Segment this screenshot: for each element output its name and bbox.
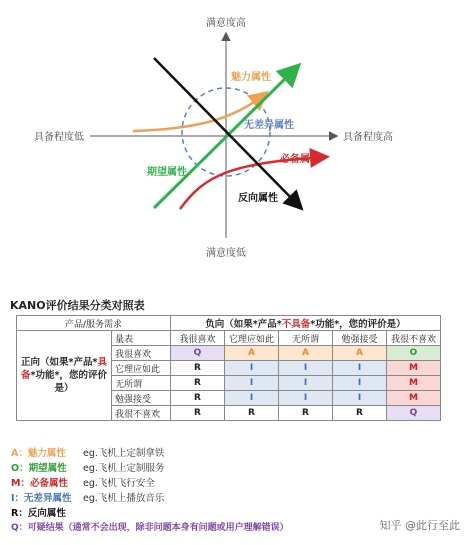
column-header: 我很喜欢 [171, 331, 225, 346]
reverse-label: 反向属性 [238, 193, 278, 204]
table-cell: M [387, 391, 441, 406]
legend-item-attractive: A：魅力属性 eg.飞机上定制拿铁 [11, 448, 165, 459]
table-corner: 产品/服务需求 [17, 316, 171, 331]
row-label: 无所谓 [112, 376, 171, 391]
negative-question-header: 负向（如果*产品*不具备*功能*，您的评价是） [171, 316, 441, 331]
indifferent-label: 无差异属性 [244, 120, 294, 131]
table-cell: M [387, 361, 441, 376]
table-cell: O [387, 346, 441, 361]
table-cell: R [171, 391, 225, 406]
one-dimensional-label: 期望属性 [147, 167, 187, 178]
axis-left-label: 具备程度低 [34, 132, 84, 143]
positive-question-header: 正向（如果*产品*具备*功能*，您的评价是） [17, 331, 112, 421]
attractive-label: 魅力属性 [231, 72, 271, 83]
legend-item-one-dimensional: O：期望属性 eg.飞机上定制服务 [11, 463, 165, 474]
table-cell: R [279, 406, 333, 421]
column-header: 我很不喜欢 [387, 331, 441, 346]
row-label: 它理应如此 [112, 361, 171, 376]
must-be-label: 必备属性 [280, 154, 320, 165]
row-label: 勉强接受 [112, 391, 171, 406]
table-cell: I [279, 361, 333, 376]
axis-right-label: 具备程度高 [343, 132, 393, 143]
table-cell: I [225, 361, 279, 376]
table-cell: A [333, 346, 387, 361]
legend-item-indifferent: I：无差异属性 eg.飞机上播放音乐 [11, 493, 165, 504]
scale-label: 量表 [112, 331, 171, 346]
table-cell: I [279, 376, 333, 391]
column-header: 勉强接受 [333, 331, 387, 346]
table-cell: A [225, 346, 279, 361]
row-label: 我很喜欢 [112, 346, 171, 361]
legend-item-questionable: Q：可疑结果（通常不会出现，除非问题本身有问题或用户理解错误） [11, 523, 289, 533]
table-cell: R [171, 406, 225, 421]
table-title: KANO评价结果分类对照表 [10, 299, 145, 312]
table-cell: I [225, 391, 279, 406]
axis-top-label: 满意度高 [206, 18, 246, 29]
column-header: 它理应如此 [225, 331, 279, 346]
legend-item-must-be: M：必备属性 eg.飞机飞行安全 [11, 478, 155, 489]
kano-evaluation-table [16, 315, 441, 421]
table-cell: I [279, 391, 333, 406]
table-cell: R [333, 406, 387, 421]
axis-bottom-label: 满意度低 [206, 248, 246, 259]
table-cell: I [333, 361, 387, 376]
row-label: 我很不喜欢 [112, 406, 171, 421]
legend-item-reverse: R：反向属性 [11, 508, 66, 519]
table-cell: Q [387, 406, 441, 421]
table-cell: M [387, 376, 441, 391]
table-cell: R [171, 361, 225, 376]
table-cell: A [279, 346, 333, 361]
table-cell: I [333, 391, 387, 406]
table-cell: I [225, 376, 279, 391]
table-cell: R [171, 376, 225, 391]
table-cell: Q [171, 346, 225, 361]
column-header: 无所谓 [279, 331, 333, 346]
watermark: 知乎 @此行至此 [379, 519, 460, 532]
table-cell: I [333, 376, 387, 391]
table-cell: R [225, 406, 279, 421]
